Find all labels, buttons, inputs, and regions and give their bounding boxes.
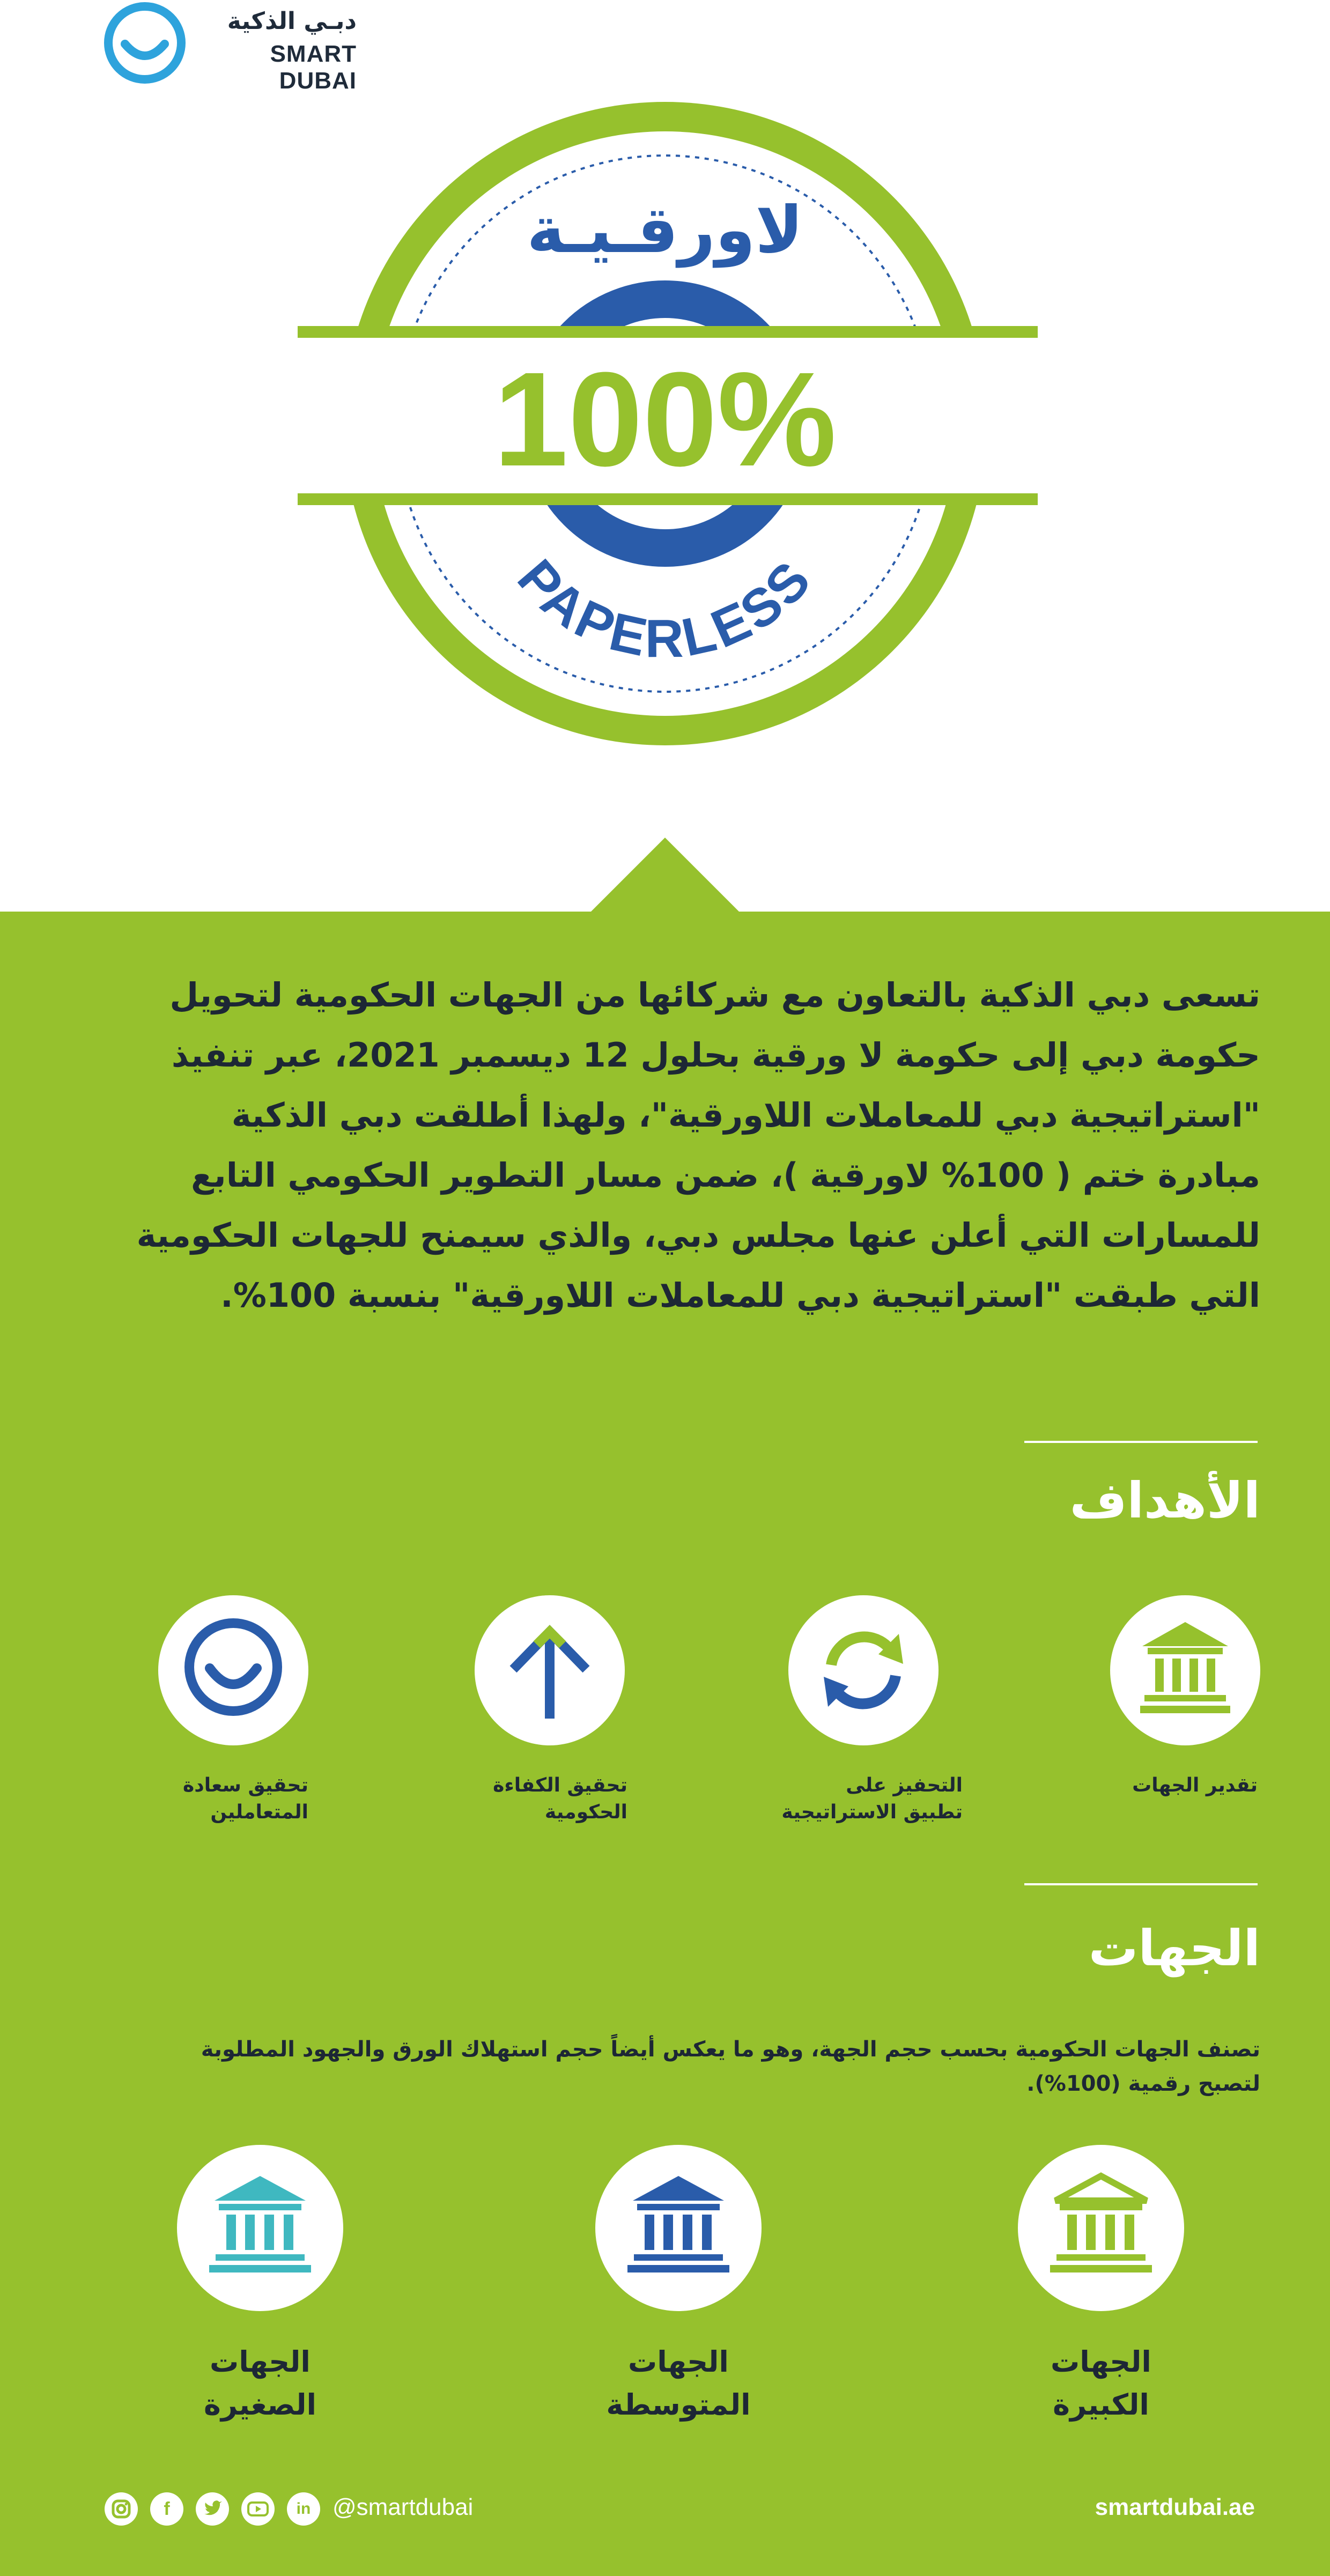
goal-circle-2: [788, 1595, 939, 1745]
seal-bottom-text: PAPERLESS: [506, 548, 824, 669]
divider-entities: [1024, 1883, 1258, 1885]
government-building-icon: [595, 2145, 762, 2311]
goals-title: الأهداف: [1069, 1472, 1260, 1529]
logo-text-arabic: دبـي الذكية: [227, 8, 357, 35]
goal-circle-1: [1110, 1595, 1260, 1745]
paperless-seal: [0, 0, 1330, 912]
government-building-icon: [177, 2145, 343, 2311]
facebook-icon[interactable]: f: [150, 2492, 183, 2526]
entity-circle-small: [177, 2145, 343, 2311]
goal-label-1: تقدير الجهات: [1132, 1774, 1258, 1796]
arrow-up-icon: [475, 1595, 625, 1745]
website-link[interactable]: smartdubai.ae: [1095, 2494, 1255, 2520]
entity-circle-large: [1018, 2145, 1184, 2311]
entity-label-large-line2: الكبيرة: [1053, 2388, 1149, 2422]
government-building-icon: [1018, 2145, 1184, 2311]
goal-label-4: تحقيق سعادة المتعاملين: [182, 1774, 308, 1823]
goal-label-3: تحقيق الكفاءة الحكومية: [493, 1774, 627, 1823]
entity-label-medium-line2: المتوسطة: [606, 2388, 751, 2422]
divider-goals: [1024, 1441, 1258, 1443]
panel-pointer: [590, 837, 740, 913]
entity-label-large: [994, 2341, 1208, 2426]
instagram-icon[interactable]: [105, 2492, 138, 2526]
goal-label-2: التحفيز على تطبيق الاستراتيجية: [781, 1774, 963, 1823]
smile-icon: [158, 1595, 308, 1745]
linkedin-icon[interactable]: in: [287, 2492, 320, 2526]
goal-circle-4: [158, 1595, 308, 1745]
entity-label-medium-line1: الجهات: [628, 2345, 729, 2379]
entity-label-medium: [571, 2341, 786, 2426]
seal-percent: 100%: [493, 344, 837, 494]
intro-paragraph: تسعى دبي الذكية بالتعاون مع شركائها من الجهات الحكومية لتحويل حكومة دبي إلى حكومة لا ورقية بحلول 12 ديسمبر 2021، عبر تنفيذ "استراتيجية دبي للمعاملات اللاورقية"، ولهذا أطلقت دبي الذكية مبادرة ختم ( 100% لاورقية )، ضمن مسار التطوير الحكومي التابع للمسارات التي أعلن عنها مجلس دبي، والذي سيمنح للجهات الحكومية التي طبقت "استراتيجية دبي للمعاملات اللاورقية" بنسبة 100%.: [136, 975, 1260, 1315]
twitter-icon[interactable]: [196, 2492, 229, 2526]
entity-label-large-line1: الجهات: [1051, 2345, 1151, 2379]
seal-band-line-bottom: [298, 493, 1038, 505]
logo-text-english: SMART DUBAI: [270, 41, 357, 94]
entity-label-small-line2: الصغيرة: [204, 2388, 316, 2422]
youtube-icon[interactable]: [241, 2492, 275, 2526]
entity-circle-medium: [595, 2145, 762, 2311]
entity-label-small: [153, 2341, 367, 2426]
goal-circle-3: [475, 1595, 625, 1745]
entities-title: الجهات: [1088, 1920, 1260, 1977]
refresh-arrows-icon: [788, 1595, 939, 1745]
entities-description: تصنف الجهات الحكومية بحسب حجم الجهة، وهو ما يعكس أيضاً حجم استهلاك الورق والجهود المطلوبة لتصبح رقمية (100%).: [201, 2037, 1260, 2096]
social-handle[interactable]: @smartdubai: [332, 2494, 474, 2520]
government-building-icon: [1110, 1595, 1260, 1745]
seal-top-text: لاورقـيـة: [527, 193, 803, 268]
entity-label-small-line1: الجهات: [210, 2345, 311, 2379]
seal-band-line-top: [298, 326, 1038, 338]
